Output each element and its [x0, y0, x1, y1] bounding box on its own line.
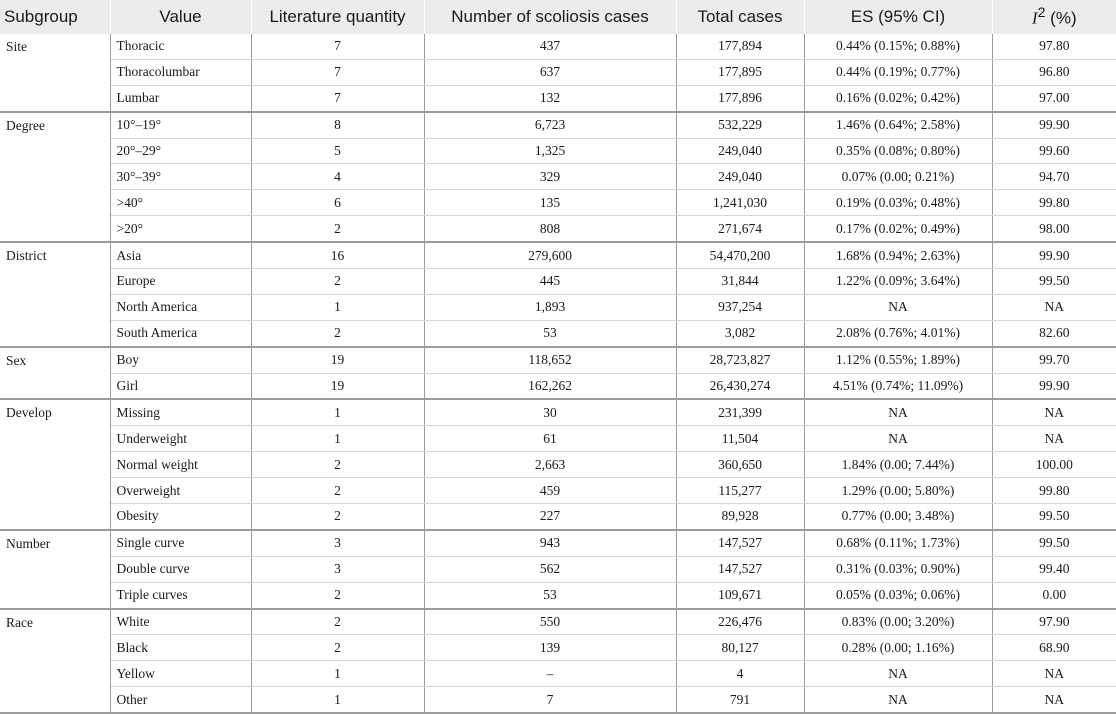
total-cases-cell: 360,650	[676, 452, 804, 478]
table-row	[0, 294, 1116, 320]
scoliosis-cases-cell: 550	[424, 609, 676, 635]
es-ci-cell: 0.77% (0.00; 3.48%)	[804, 504, 992, 530]
total-cases-cell: 1,241,030	[676, 190, 804, 216]
i2-cell: 97.00	[992, 85, 1116, 111]
literature-quantity-cell: 2	[251, 269, 424, 295]
literature-quantity-cell: 2	[251, 452, 424, 478]
scoliosis-cases-cell: 808	[424, 216, 676, 242]
table-row	[0, 34, 1116, 59]
scoliosis-cases-cell: 459	[424, 478, 676, 504]
i2-cell: 100.00	[992, 452, 1116, 478]
table-row	[0, 452, 1116, 478]
i2-cell: 97.90	[992, 609, 1116, 635]
i2-cell: 99.90	[992, 112, 1116, 138]
es-ci-cell: 0.31% (0.03%; 0.90%)	[804, 556, 992, 582]
table-row	[0, 635, 1116, 661]
i2-cell: 99.90	[992, 373, 1116, 399]
literature-quantity-cell: 2	[251, 478, 424, 504]
total-cases-cell: 80,127	[676, 635, 804, 661]
es-ci-cell: 1.46% (0.64%; 2.58%)	[804, 112, 992, 138]
es-ci-cell: 1.29% (0.00; 5.80%)	[804, 478, 992, 504]
total-cases-cell: 177,896	[676, 85, 804, 111]
table-row	[0, 504, 1116, 530]
table-row	[0, 426, 1116, 452]
i2-cell: 99.40	[992, 556, 1116, 582]
total-cases-cell: 11,504	[676, 426, 804, 452]
es-ci-cell: 0.19% (0.03%; 0.48%)	[804, 190, 992, 216]
es-ci-cell: 0.83% (0.00; 3.20%)	[804, 609, 992, 635]
i2-cell: 99.50	[992, 269, 1116, 295]
scoliosis-cases-cell: 637	[424, 59, 676, 85]
table-row	[0, 661, 1116, 687]
table-row	[0, 609, 1116, 635]
es-ci-cell: 0.17% (0.02%; 0.49%)	[804, 216, 992, 242]
literature-quantity-cell: 7	[251, 59, 424, 85]
value-cell: South America	[110, 320, 251, 346]
literature-quantity-cell: 1	[251, 661, 424, 687]
header-i2-letter: I	[1031, 8, 1038, 28]
literature-quantity-cell: 7	[251, 34, 424, 59]
table-row	[0, 530, 1116, 556]
scoliosis-cases-cell: 2,663	[424, 452, 676, 478]
value-cell: Thoracic	[110, 34, 251, 59]
value-cell: Asia	[110, 242, 251, 268]
header-scoliosis-cases: Number of scoliosis cases	[424, 0, 676, 34]
value-cell: 20°–29°	[110, 138, 251, 164]
value-cell: North America	[110, 294, 251, 320]
total-cases-cell: 147,527	[676, 556, 804, 582]
literature-quantity-cell: 4	[251, 164, 424, 190]
i2-cell: 99.90	[992, 242, 1116, 268]
i2-cell: 94.70	[992, 164, 1116, 190]
literature-quantity-cell: 2	[251, 609, 424, 635]
subgroup-cell: Race	[0, 609, 110, 714]
total-cases-cell: 26,430,274	[676, 373, 804, 399]
es-ci-cell: 0.16% (0.02%; 0.42%)	[804, 85, 992, 111]
literature-quantity-cell: 2	[251, 504, 424, 530]
es-ci-cell: NA	[804, 426, 992, 452]
value-cell: Normal weight	[110, 452, 251, 478]
table-row	[0, 59, 1116, 85]
i2-cell: 99.50	[992, 504, 1116, 530]
i2-cell: NA	[992, 687, 1116, 713]
table-row	[0, 85, 1116, 111]
value-cell: Other	[110, 687, 251, 713]
literature-quantity-cell: 1	[251, 426, 424, 452]
table-row	[0, 320, 1116, 346]
i2-cell: 0.00	[992, 582, 1116, 608]
value-cell: Black	[110, 635, 251, 661]
value-cell: Yellow	[110, 661, 251, 687]
total-cases-cell: 109,671	[676, 582, 804, 608]
table-row	[0, 556, 1116, 582]
header-i2	[992, 0, 1116, 34]
subgroup-cell: Sex	[0, 347, 110, 400]
i2-cell: 97.80	[992, 34, 1116, 59]
value-cell: White	[110, 609, 251, 635]
total-cases-cell: 177,895	[676, 59, 804, 85]
total-cases-cell: 249,040	[676, 138, 804, 164]
total-cases-cell: 4	[676, 661, 804, 687]
value-cell: Underweight	[110, 426, 251, 452]
scoliosis-cases-cell: 162,262	[424, 373, 676, 399]
header-value: Value	[110, 0, 251, 34]
subgroup-cell: Develop	[0, 399, 110, 529]
literature-quantity-cell: 2	[251, 582, 424, 608]
scoliosis-cases-cell: 437	[424, 34, 676, 59]
literature-quantity-cell: 19	[251, 373, 424, 399]
scoliosis-cases-cell: 53	[424, 320, 676, 346]
table-row	[0, 242, 1116, 268]
table-row	[0, 399, 1116, 425]
table-row	[0, 190, 1116, 216]
table-row	[0, 112, 1116, 138]
es-ci-cell: 1.68% (0.94%; 2.63%)	[804, 242, 992, 268]
literature-quantity-cell: 19	[251, 347, 424, 373]
i2-cell: 99.50	[992, 530, 1116, 556]
total-cases-cell: 937,254	[676, 294, 804, 320]
header-i2-unit: (%)	[1045, 8, 1077, 28]
scoliosis-cases-cell: 445	[424, 269, 676, 295]
es-ci-cell: 0.05% (0.03%; 0.06%)	[804, 582, 992, 608]
scoliosis-cases-cell: 61	[424, 426, 676, 452]
total-cases-cell: 249,040	[676, 164, 804, 190]
es-ci-cell: NA	[804, 399, 992, 425]
value-cell: Missing	[110, 399, 251, 425]
value-cell: Overweight	[110, 478, 251, 504]
table-row	[0, 582, 1116, 608]
scoliosis-cases-cell: 118,652	[424, 347, 676, 373]
i2-cell: 99.80	[992, 190, 1116, 216]
value-cell: Obesity	[110, 504, 251, 530]
literature-quantity-cell: 7	[251, 85, 424, 111]
literature-quantity-cell: 6	[251, 190, 424, 216]
i2-cell: 99.70	[992, 347, 1116, 373]
literature-quantity-cell: 2	[251, 635, 424, 661]
total-cases-cell: 177,894	[676, 34, 804, 59]
table-row	[0, 269, 1116, 295]
table-row	[0, 373, 1116, 399]
header-literature-quantity: Literature quantity	[251, 0, 424, 34]
scoliosis-cases-cell: 329	[424, 164, 676, 190]
value-cell: >20°	[110, 216, 251, 242]
subgroup-cell: Site	[0, 34, 110, 112]
literature-quantity-cell: 1	[251, 294, 424, 320]
header-subgroup: Subgroup	[0, 0, 110, 34]
subgroup-cell: District	[0, 242, 110, 347]
i2-cell: NA	[992, 426, 1116, 452]
literature-quantity-cell: 2	[251, 216, 424, 242]
i2-cell: 96.80	[992, 59, 1116, 85]
literature-quantity-cell: 3	[251, 556, 424, 582]
i2-cell: NA	[992, 661, 1116, 687]
es-ci-cell: 1.84% (0.00; 7.44%)	[804, 452, 992, 478]
total-cases-cell: 226,476	[676, 609, 804, 635]
scoliosis-cases-cell: 1,325	[424, 138, 676, 164]
i2-cell: 98.00	[992, 216, 1116, 242]
literature-quantity-cell: 5	[251, 138, 424, 164]
scoliosis-cases-cell: 943	[424, 530, 676, 556]
scoliosis-cases-cell: 135	[424, 190, 676, 216]
literature-quantity-cell: 8	[251, 112, 424, 138]
es-ci-cell: NA	[804, 687, 992, 713]
total-cases-cell: 791	[676, 687, 804, 713]
value-cell: 30°–39°	[110, 164, 251, 190]
es-ci-cell: 0.28% (0.00; 1.16%)	[804, 635, 992, 661]
es-ci-cell: 0.07% (0.00; 0.21%)	[804, 164, 992, 190]
table-header	[0, 0, 1116, 34]
table-row	[0, 347, 1116, 373]
total-cases-cell: 231,399	[676, 399, 804, 425]
es-ci-cell: 0.35% (0.08%; 0.80%)	[804, 138, 992, 164]
value-cell: Thoracolumbar	[110, 59, 251, 85]
literature-quantity-cell: 3	[251, 530, 424, 556]
total-cases-cell: 89,928	[676, 504, 804, 530]
i2-cell: NA	[992, 399, 1116, 425]
literature-quantity-cell: 16	[251, 242, 424, 268]
value-cell: Girl	[110, 373, 251, 399]
value-cell: 10°–19°	[110, 112, 251, 138]
table-row	[0, 138, 1116, 164]
total-cases-cell: 31,844	[676, 269, 804, 295]
es-ci-cell: 1.22% (0.09%; 3.64%)	[804, 269, 992, 295]
scoliosis-cases-cell: 279,600	[424, 242, 676, 268]
scoliosis-cases-cell: 227	[424, 504, 676, 530]
table-body	[0, 34, 1116, 713]
value-cell: Triple curves	[110, 582, 251, 608]
value-cell: Double curve	[110, 556, 251, 582]
es-ci-cell: 0.44% (0.15%; 0.88%)	[804, 34, 992, 59]
scoliosis-cases-cell: –	[424, 661, 676, 687]
es-ci-cell: 0.44% (0.19%; 0.77%)	[804, 59, 992, 85]
es-ci-cell: 1.12% (0.55%; 1.89%)	[804, 347, 992, 373]
total-cases-cell: 271,674	[676, 216, 804, 242]
i2-cell: 99.60	[992, 138, 1116, 164]
es-ci-cell: NA	[804, 661, 992, 687]
i2-cell: 68.90	[992, 635, 1116, 661]
total-cases-cell: 3,082	[676, 320, 804, 346]
header-i2-sup: 2	[1037, 5, 1046, 22]
es-ci-cell: NA	[804, 294, 992, 320]
total-cases-cell: 28,723,827	[676, 347, 804, 373]
subgroup-cell: Number	[0, 530, 110, 609]
total-cases-cell: 115,277	[676, 478, 804, 504]
subgroup-cell: Degree	[0, 112, 110, 242]
table-row	[0, 687, 1116, 713]
es-ci-cell: 0.68% (0.11%; 1.73%)	[804, 530, 992, 556]
value-cell: Lumbar	[110, 85, 251, 111]
scoliosis-cases-cell: 132	[424, 85, 676, 111]
literature-quantity-cell: 1	[251, 687, 424, 713]
value-cell: Boy	[110, 347, 251, 373]
i2-cell: 82.60	[992, 320, 1116, 346]
header-es-ci: ES (95% CI)	[804, 0, 992, 34]
header-total-cases: Total cases	[676, 0, 804, 34]
value-cell: Single curve	[110, 530, 251, 556]
total-cases-cell: 532,229	[676, 112, 804, 138]
es-ci-cell: 2.08% (0.76%; 4.01%)	[804, 320, 992, 346]
literature-quantity-cell: 2	[251, 320, 424, 346]
i2-cell: 99.80	[992, 478, 1116, 504]
value-cell: >40°	[110, 190, 251, 216]
es-ci-cell: 4.51% (0.74%; 11.09%)	[804, 373, 992, 399]
scoliosis-cases-cell: 562	[424, 556, 676, 582]
literature-quantity-cell: 1	[251, 399, 424, 425]
scoliosis-cases-cell: 6,723	[424, 112, 676, 138]
i2-cell: NA	[992, 294, 1116, 320]
table-row	[0, 216, 1116, 242]
total-cases-cell: 54,470,200	[676, 242, 804, 268]
scoliosis-cases-cell: 139	[424, 635, 676, 661]
scoliosis-cases-cell: 30	[424, 399, 676, 425]
scoliosis-cases-cell: 7	[424, 687, 676, 713]
scoliosis-cases-cell: 1,893	[424, 294, 676, 320]
total-cases-cell: 147,527	[676, 530, 804, 556]
scoliosis-cases-cell: 53	[424, 582, 676, 608]
table-row	[0, 164, 1116, 190]
table-row	[0, 478, 1116, 504]
value-cell: Europe	[110, 269, 251, 295]
